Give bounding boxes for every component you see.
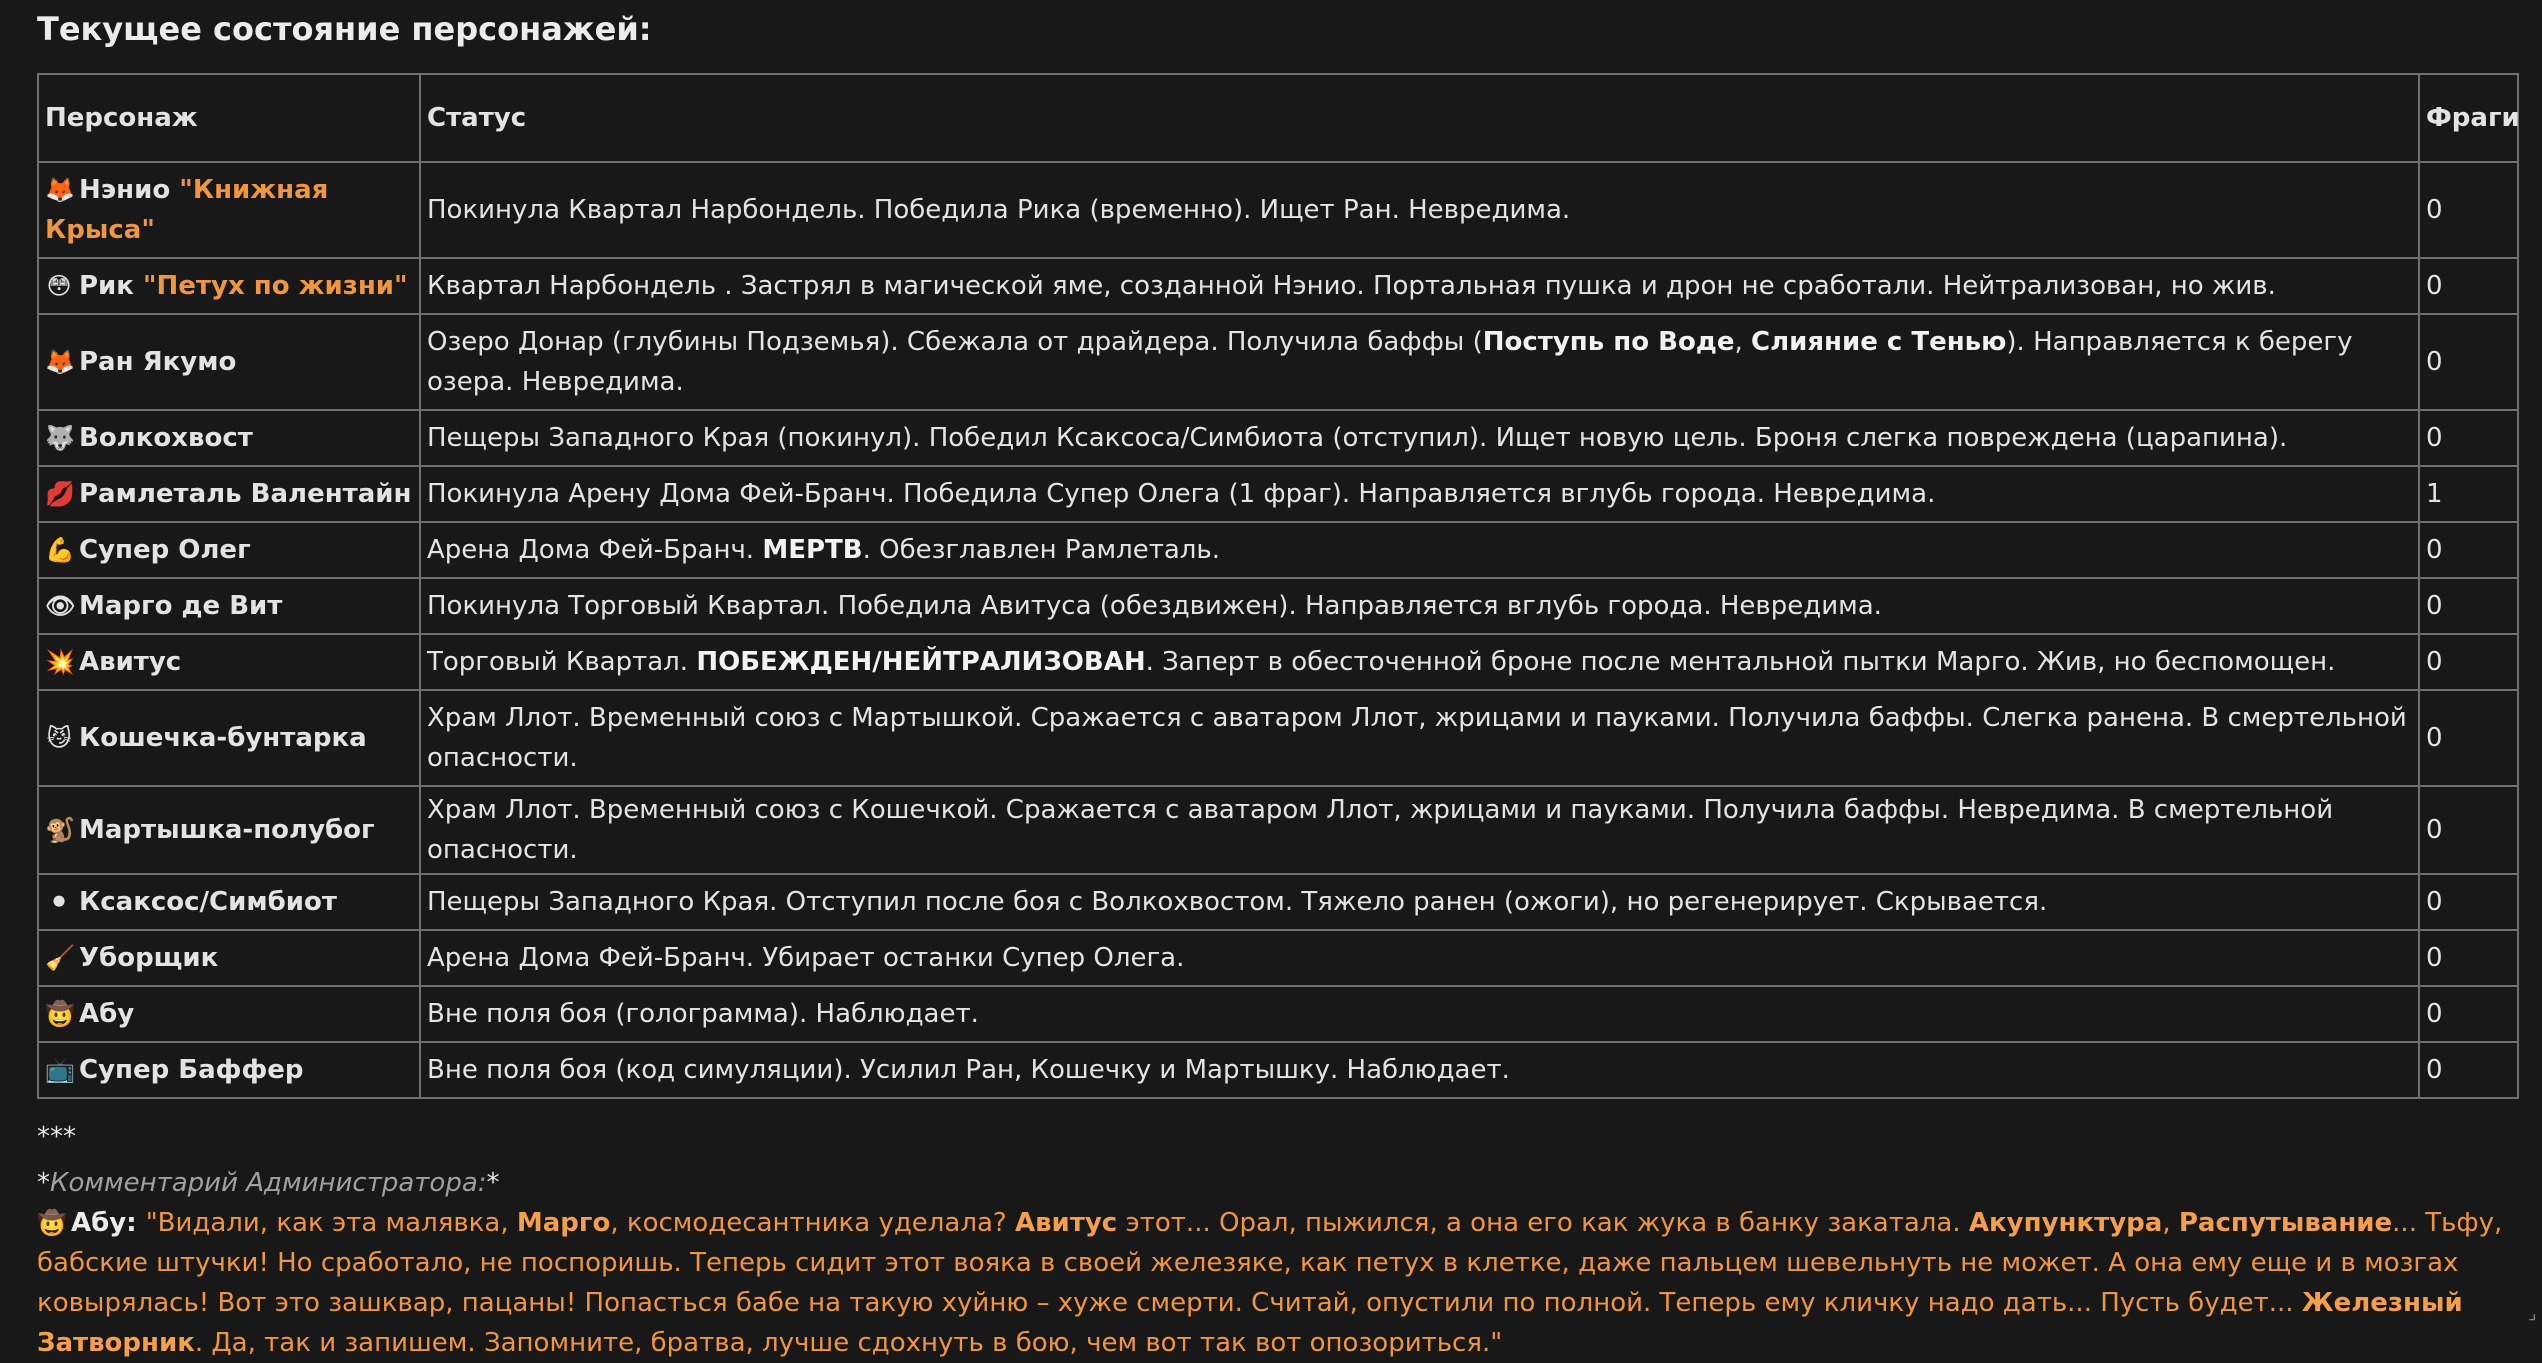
quote-text: ... Тьфу, бабские штучки! Но сработало, не поспоришь. Теперь сидит этот вояка в своей железяке, как петух в клетке, даже пальцем шевельнуть не может. А она ему еще и в мозгах ковырялась! Вот это зашквар, пацаны! Попасться бабе на такую хуйню – хуже смерти. Считай, опустили по полной. Теперь ему кличку надо дать... Пусть будет...	[37, 1208, 2503, 1318]
frags-cell: 0	[2419, 578, 2518, 634]
table-row	[38, 874, 2518, 930]
character-name: Ран Якумо	[79, 347, 237, 377]
frags-cell: 0	[2419, 410, 2518, 466]
character-name: Нэнио	[79, 175, 171, 205]
character-name: Мартышка-полубог	[79, 815, 375, 845]
table-row	[38, 466, 2518, 522]
admin-quote	[37, 1203, 2517, 1363]
header-frags: Фраги	[2419, 74, 2518, 162]
status-text: Озеро Донар (глубины Подземья). Сбежала от драйдера. Получила баффы (	[427, 327, 1483, 357]
table-row	[38, 578, 2518, 634]
table-row	[38, 786, 2518, 874]
frags-cell: 0	[2419, 874, 2518, 930]
table-row	[38, 930, 2518, 986]
character-name: Рик	[79, 271, 134, 301]
quote-bold: Железный Затворник	[37, 1288, 2463, 1358]
table-row	[38, 522, 2518, 578]
character-name: Кошечка-бунтарка	[79, 723, 367, 753]
status-bold: МЕРТВ	[762, 535, 863, 565]
admin-comment-heading	[37, 1163, 2517, 1203]
black-circle-icon: ⚫	[48, 888, 70, 916]
character-cell	[38, 786, 420, 874]
asterisk: *	[486, 1168, 500, 1198]
character-cell	[38, 466, 420, 522]
flexed-biceps-icon: 💪	[45, 536, 75, 564]
content	[37, 0, 2520, 1363]
quote-text: ,	[2162, 1208, 2179, 1238]
character-nickname: "Книжная Крыса"	[45, 175, 329, 245]
status-cell: Вне поля боя (код симуляции). Усилил Ран, Кошечку и Мартышку. Наблюдает.	[420, 1042, 2419, 1098]
table-row	[38, 690, 2518, 786]
quote-text: , космодесантника уделала?	[610, 1208, 1015, 1238]
status-bold: Слияние с Тенью	[1750, 327, 2007, 357]
character-name: Ксаксос/Симбиот	[79, 887, 337, 917]
status-text: . Заперт в обесточенной броне после ментальной пытки Марго. Жив, но беспомощен.	[1145, 647, 2336, 677]
section-separator: ***	[37, 1122, 76, 1152]
monkey-icon: 🐒	[45, 816, 75, 844]
quote-bold: Акупунктура	[1968, 1208, 2163, 1238]
frags-cell: 0	[2419, 522, 2518, 578]
character-cell	[38, 314, 420, 410]
status-cell	[420, 314, 2419, 410]
character-name: Авитус	[79, 647, 182, 677]
frags-cell: 0	[2419, 258, 2518, 314]
status-cell	[420, 634, 2419, 690]
table-row	[38, 314, 2518, 410]
character-cell	[38, 986, 420, 1042]
quote-text: "Видали, как эта малявка,	[145, 1208, 517, 1238]
status-cell: Покинула Торговый Квартал. Победила Авитуса (обездвижен). Направляется вглубь города. Невредима.	[420, 578, 2419, 634]
character-cell	[38, 690, 420, 786]
frags-cell: 0	[2419, 786, 2518, 874]
eye-icon: 👁	[45, 592, 76, 620]
quote-colon: :	[126, 1208, 146, 1238]
character-name: Уборщик	[79, 943, 219, 973]
asterisk: *	[37, 1168, 50, 1198]
frags-cell: 0	[2419, 634, 2518, 690]
character-cell	[38, 1042, 420, 1098]
frags-cell: 0	[2419, 162, 2518, 258]
status-cell: Покинула Квартал Нарбондель. Победила Рика (временно). Ищет Ран. Невредима.	[420, 162, 2419, 258]
cowboy-face-icon: 🤠	[45, 1000, 75, 1028]
status-cell: Пещеры Западного Края. Отступил после боя с Волкохвостом. Тяжело ранен (ожоги), но регенерирует. Скрывается.	[420, 874, 2419, 930]
admin-comment-label: Комментарий Администратора:	[50, 1168, 487, 1198]
frags-cell: 0	[2419, 930, 2518, 986]
character-cell	[38, 410, 420, 466]
lips-icon: 💋	[45, 480, 75, 508]
broom-icon: 🧹	[45, 944, 75, 972]
status-cell: Квартал Нарбондель . Застрял в магической яме, созданной Нэнио. Портальная пушка и дрон не сработали. Нейтрализован, но жив.	[420, 258, 2419, 314]
character-cell	[38, 930, 420, 986]
status-cell: Вне поля боя (голограмма). Наблюдает.	[420, 986, 2419, 1042]
table-row	[38, 634, 2518, 690]
frags-cell: 1	[2419, 466, 2518, 522]
status-text: . Обезглавлен Рамлеталь.	[862, 535, 1220, 565]
character-name: Супер Олег	[79, 535, 251, 565]
table-row	[38, 258, 2518, 314]
frags-cell: 0	[2419, 1042, 2518, 1098]
frags-cell: 0	[2419, 986, 2518, 1042]
quote-text: . Да, так и запишем. Запомните, братва, лучше сдохнуть в бою, чем вот так вот опозориться."	[194, 1328, 1503, 1358]
television-icon: 📺	[45, 1056, 75, 1084]
table-row	[38, 986, 2518, 1042]
character-name: Волкохвост	[79, 423, 253, 453]
character-nickname: "Петух по жизни"	[142, 271, 408, 301]
quote-text: этот... Орал, пыжился, а она его как жука в банку закатала.	[1117, 1208, 1969, 1238]
character-cell	[38, 162, 420, 258]
status-text: Торговый Квартал.	[427, 647, 697, 677]
resize-corner-icon[interactable]: ⌟	[2528, 1303, 2537, 1324]
quote-speaker: Абу	[71, 1208, 127, 1238]
character-cell	[38, 258, 420, 314]
table-row	[38, 162, 2518, 258]
quote-bold: Авитус	[1014, 1208, 1118, 1238]
status-text: ). Направляется к берегу озера. Невредима.	[427, 327, 2353, 397]
quote-bold: Марго	[516, 1208, 611, 1238]
wolf-icon: 🐺	[45, 424, 75, 452]
table-header-row	[38, 74, 2518, 162]
character-cell	[38, 578, 420, 634]
status-cell: Покинула Арену Дома Фей-Бранч. Победила Супер Олега (1 фраг). Направляется вглубь города. Невредима.	[420, 466, 2419, 522]
character-cell	[38, 634, 420, 690]
header-character: Персонаж	[38, 74, 420, 162]
status-cell: Храм Ллот. Временный союз с Мартышкой. Сражается с аватаром Ллот, жрицами и пауками. Получила баффы. Слегка ранена. В смертельной опасности.	[420, 690, 2419, 786]
quote-bold: Распутывание	[2178, 1208, 2393, 1238]
frags-cell: 0	[2419, 314, 2518, 410]
cowboy-face-icon: 🤠	[37, 1209, 67, 1237]
status-text: ,	[1734, 327, 1751, 357]
status-cell: Храм Ллот. Временный союз с Кошечкой. Сражается с аватаром Ллот, жрицами и пауками. Получила баффы. Невредима. В смертельной опасности.	[420, 786, 2419, 874]
status-cell: Арена Дома Фей-Бранч. Убирает останки Супер Олега.	[420, 930, 2419, 986]
character-name: Абу	[79, 999, 135, 1029]
page-title: Текущее состояние персонажей:	[37, 10, 652, 48]
fox-icon: 🦊	[45, 176, 75, 204]
status-text: Арена Дома Фей-Бранч.	[427, 535, 763, 565]
header-status: Статус	[420, 74, 2419, 162]
table-row	[38, 1042, 2518, 1098]
character-cell	[38, 874, 420, 930]
flushed-face-icon: 😳	[46, 272, 72, 300]
table-row	[38, 410, 2518, 466]
characters-table	[37, 73, 2519, 1099]
cat-face-icon: 😼	[46, 724, 72, 752]
character-name: Супер Баффер	[79, 1055, 304, 1085]
fox-icon: 🦊	[45, 348, 75, 376]
character-name: Марго де Вит	[79, 591, 283, 621]
status-cell: Пещеры Западного Края (покинул). Победил Ксаксоса/Симбиота (отступил). Ищет новую цель. Броня слегка повреждена (царапина).	[420, 410, 2419, 466]
status-bold: ПОБЕЖДЕН/НЕЙТРАЛИЗОВАН	[696, 647, 1146, 677]
character-name: Рамлеталь Валентайн	[79, 479, 412, 509]
character-cell	[38, 522, 420, 578]
frags-cell: 0	[2419, 690, 2518, 786]
collision-icon: 💥	[45, 648, 75, 676]
status-bold: Поступь по Воде	[1482, 327, 1735, 357]
status-cell	[420, 522, 2419, 578]
